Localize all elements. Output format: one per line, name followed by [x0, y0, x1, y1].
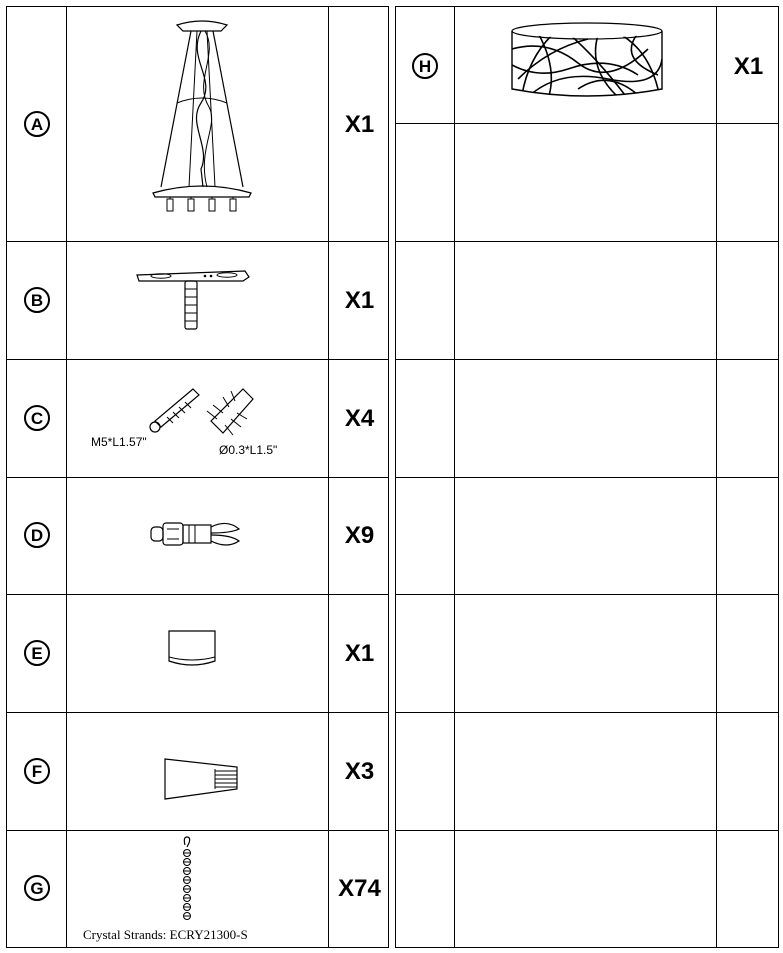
part-letter-e: E	[24, 640, 50, 666]
row-divider	[7, 477, 388, 478]
row-divider	[7, 359, 388, 360]
part-letter-d: D	[24, 522, 50, 548]
part-letter-g: G	[24, 875, 50, 901]
canopy-icon	[165, 627, 221, 669]
part-letter-h: H	[412, 53, 438, 79]
row-divider	[7, 830, 388, 831]
row-divider	[396, 830, 778, 831]
part-qty-a: X1	[344, 111, 375, 138]
part-letter-b: B	[24, 287, 50, 313]
part-qty-b: X1	[344, 287, 375, 314]
mounting-bracket-icon	[133, 265, 253, 335]
part-qty-c: X4	[344, 405, 375, 432]
parts-table-left	[6, 6, 389, 948]
wire-connector-icon	[157, 753, 243, 805]
row-divider	[396, 241, 778, 242]
part-qty-g: X74	[338, 875, 381, 902]
anchor-size-label: Ø0.3*L1.5"	[219, 443, 278, 457]
crystal-strand-icon	[175, 835, 199, 925]
screw-size-label: M5*L1.57"	[91, 435, 147, 449]
parts-table-right	[395, 6, 779, 948]
crystal-strand-caption: Crystal Strands: ECRY21300-S	[83, 927, 248, 942]
part-qty-h: X1	[733, 53, 764, 80]
part-letter-f: F	[24, 758, 50, 784]
part-qty-e: X1	[344, 640, 375, 667]
chandelier-frame-icon	[147, 19, 257, 215]
screw-icon	[147, 385, 203, 435]
bulb-icon	[147, 517, 243, 553]
part-letter-a: A	[24, 111, 50, 137]
row-divider	[396, 477, 778, 478]
row-divider	[7, 712, 388, 713]
wall-anchor-icon	[203, 385, 259, 441]
row-divider	[396, 123, 778, 124]
row-divider	[396, 359, 778, 360]
drum-shade-icon	[508, 19, 666, 103]
part-qty-d: X9	[344, 522, 375, 549]
row-divider	[7, 241, 388, 242]
part-qty-f: X3	[344, 758, 375, 785]
row-divider	[396, 712, 778, 713]
row-divider	[396, 594, 778, 595]
row-divider	[7, 594, 388, 595]
part-letter-c: C	[24, 405, 50, 431]
